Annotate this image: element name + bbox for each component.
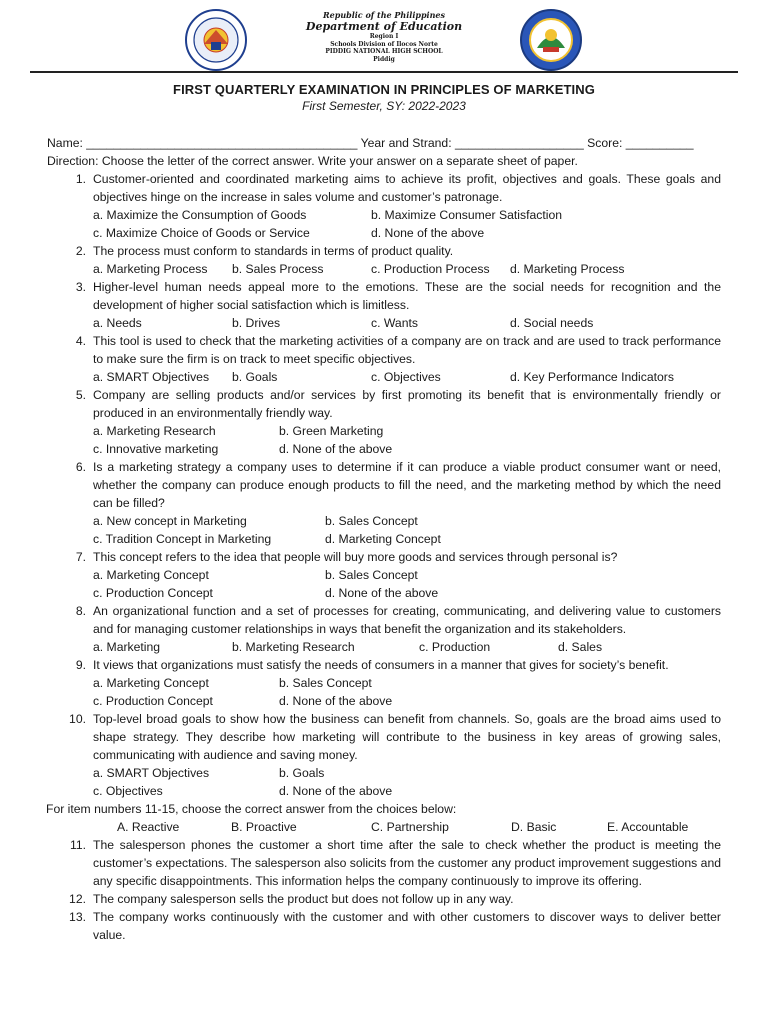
choices-row	[47, 584, 721, 602]
choices-row	[47, 566, 721, 584]
choices-row	[47, 764, 721, 782]
republic-line: Republic of the Philippines	[322, 10, 445, 20]
question-number: 3.	[75, 280, 86, 294]
choices-row	[47, 530, 721, 548]
choice: a. SMART Objectives	[93, 766, 210, 780]
question-text: The company salesperson sells the product but does not follow up in any way.	[93, 892, 514, 906]
choice: b. Sales Concept	[325, 568, 418, 582]
legend-choice: C. Partnership	[371, 820, 449, 834]
choice: a. Marketing Process	[93, 262, 208, 276]
choice: d. Sales	[558, 640, 603, 654]
choice: a. Marketing Research	[93, 424, 216, 438]
choice: d. Marketing Process	[510, 262, 625, 276]
part2-instruction: For item numbers 11-15, choose the correct answer from the choices below:	[46, 802, 457, 816]
choice: c. Objectives	[93, 784, 163, 798]
choices-row	[47, 782, 721, 800]
choices-row	[47, 512, 721, 530]
choice: c. Wants	[371, 316, 418, 330]
question-number: 2.	[75, 244, 86, 258]
question-number: 8.	[75, 604, 86, 618]
letterhead-rule	[30, 71, 738, 73]
choice: a. Needs	[93, 316, 142, 330]
question-text: The company works continuously with the customer and with other customers to discover ways to deliver better value.	[93, 910, 721, 942]
exam-subtitle: First Semester, SY: 2022-2023	[302, 99, 466, 113]
question-item	[47, 242, 721, 260]
letterhead	[0, 0, 768, 74]
choice: b. Sales Concept	[325, 514, 418, 528]
direction-line: Direction: Choose the letter of the correct answer. Write your answer on a separate sheet of paper.	[47, 154, 578, 168]
choices-row	[47, 692, 721, 710]
question-item	[47, 278, 721, 314]
choice: c. Production	[419, 640, 491, 654]
question-number: 12.	[69, 892, 86, 906]
question-text: Top-level broad goals to show how the business can benefit from channels. So, goals are the broad aims used to shape strategy. They describe how marketing will contribute to the business in key areas of growing sales, communicating with audience and saving money.	[93, 712, 721, 762]
question-number: 9.	[75, 658, 86, 672]
choices-row	[47, 674, 721, 692]
choice: d. None of the above	[279, 442, 393, 456]
question-number: 6.	[75, 460, 86, 474]
question-text: This tool is used to check that the marketing activities of a company are on track and are used to track performance to make sure the firm is on track to meet specific objectives.	[93, 334, 721, 366]
choice: a. SMART Objectives	[93, 370, 210, 384]
legend-choice: E. Accountable	[607, 820, 689, 834]
choice: d. None of the above	[279, 784, 393, 798]
question-item	[47, 836, 721, 890]
choice: a. Maximize the Consumption of Goods	[93, 208, 307, 222]
choice: c. Objectives	[371, 370, 441, 384]
choices-row	[47, 368, 721, 386]
question-item	[47, 656, 721, 674]
exam-title: FIRST QUARTERLY EXAMINATION IN PRINCIPLES OF MARKETING	[173, 82, 595, 97]
choice: c. Tradition Concept in Marketing	[93, 532, 272, 546]
question-text: Higher-level human needs appeal more to the emotions. These are the social needs for recognition and the development of higher social satisfaction which is limitless.	[93, 280, 721, 312]
choice: d. Key Performance Indicators	[510, 370, 674, 384]
question-number: 11.	[69, 838, 86, 852]
choice: a. Marketing	[93, 640, 161, 654]
choice: b. Goals	[279, 766, 325, 780]
choice: d. Marketing Concept	[325, 532, 441, 546]
choice: b. Sales Process	[232, 262, 324, 276]
choice: a. Marketing Concept	[93, 676, 209, 690]
choice: b. Drives	[232, 316, 281, 330]
question-text: Company are selling products and/or services by first promoting its benefit that is environmentally friendly or produced in an environmentally friendly way.	[93, 388, 721, 420]
choice: d. None of the above	[371, 226, 485, 240]
school-seal-icon	[519, 8, 583, 72]
choices-row	[47, 206, 721, 224]
choice: b. Green Marketing	[279, 424, 384, 438]
question-item	[47, 890, 721, 908]
exam-content	[47, 134, 721, 944]
question-text: It views that organizations must satisfy the needs of consumers in a manner that gives for society’s benefit.	[93, 658, 669, 672]
question-item	[47, 170, 721, 206]
choice: c. Maximize Choice of Goods or Service	[93, 226, 310, 240]
question-item	[47, 548, 721, 566]
question-text: Customer-oriented and coordinated marketing aims to achieve its profit, objectives and goals. These goals and objectives hinge on the increase in sales volume and customer’s patronage.	[93, 172, 721, 204]
student-info-line: Name: ________________________________________ Year and Strand: ___________________ Score: __________	[47, 136, 694, 150]
choice: b. Sales Concept	[279, 676, 372, 690]
choice: d. None of the above	[325, 586, 439, 600]
choice: b. Marketing Research	[232, 640, 355, 654]
choices-row	[47, 440, 721, 458]
legend-choice: D. Basic	[511, 820, 557, 834]
choice: d. None of the above	[279, 694, 393, 708]
question-number: 10.	[69, 712, 86, 726]
question-item	[47, 710, 721, 764]
question-number: 1.	[75, 172, 86, 186]
question-text: This concept refers to the idea that people will buy more goods and services through personal is?	[93, 550, 618, 564]
question-number: 7.	[75, 550, 86, 564]
choice: b. Goals	[232, 370, 278, 384]
choices-row	[47, 422, 721, 440]
part2-choice-legend	[47, 818, 721, 836]
school-line: PIDDIG NATIONAL HIGH SCHOOL	[325, 48, 443, 55]
question-item	[47, 458, 721, 512]
choices-row	[47, 224, 721, 242]
choices-row	[47, 314, 721, 332]
question-text: Is a marketing strategy a company uses to determine if it can produce a viable product consumer want or need, whether the company can produce enough products to fill the need, and the marketing method by which the need can be filled?	[93, 460, 721, 510]
choice: c. Innovative marketing	[93, 442, 219, 456]
question-number: 4.	[75, 334, 86, 348]
question-item	[47, 332, 721, 368]
question-item	[47, 386, 721, 422]
legend-choice: A. Reactive	[117, 820, 180, 834]
question-item	[47, 602, 721, 638]
choice: a. Marketing Concept	[93, 568, 209, 582]
choice: a. New concept in Marketing	[93, 514, 247, 528]
question-number: 5.	[75, 388, 86, 402]
department-line: Department of Education	[305, 20, 463, 33]
choice: c. Production Concept	[93, 694, 213, 708]
question-text: An organizational function and a set of processes for creating, communicating, and delivering value to customers and for managing customer relationships in ways that benefit the organization and its stakeholders.	[93, 604, 721, 636]
choice: d. Social needs	[510, 316, 594, 330]
division-line: Schools Division of Ilocos Norte	[330, 40, 438, 48]
choices-row	[47, 260, 721, 278]
question-text: The salesperson phones the customer a short time after the sale to check whether the product is meeting the customer’s expectations. The salesperson also solicits from the customer any product improvement suggestions and any specific disappointments. This information helps the company continuously to improve its offering.	[93, 838, 721, 888]
question-text: The process must conform to standards in terms of product quality.	[93, 244, 454, 258]
choice: b. Maximize Consumer Satisfaction	[371, 208, 563, 222]
town-line: Piddig	[373, 55, 395, 63]
region-line: Region I	[369, 33, 399, 40]
question-item	[47, 908, 721, 944]
legend-choice: B. Proactive	[231, 820, 297, 834]
letterhead-text	[230, 10, 538, 63]
choices-row	[47, 638, 721, 656]
choice: c. Production Process	[371, 262, 490, 276]
question-number: 13.	[69, 910, 86, 924]
choice: c. Production Concept	[93, 586, 213, 600]
